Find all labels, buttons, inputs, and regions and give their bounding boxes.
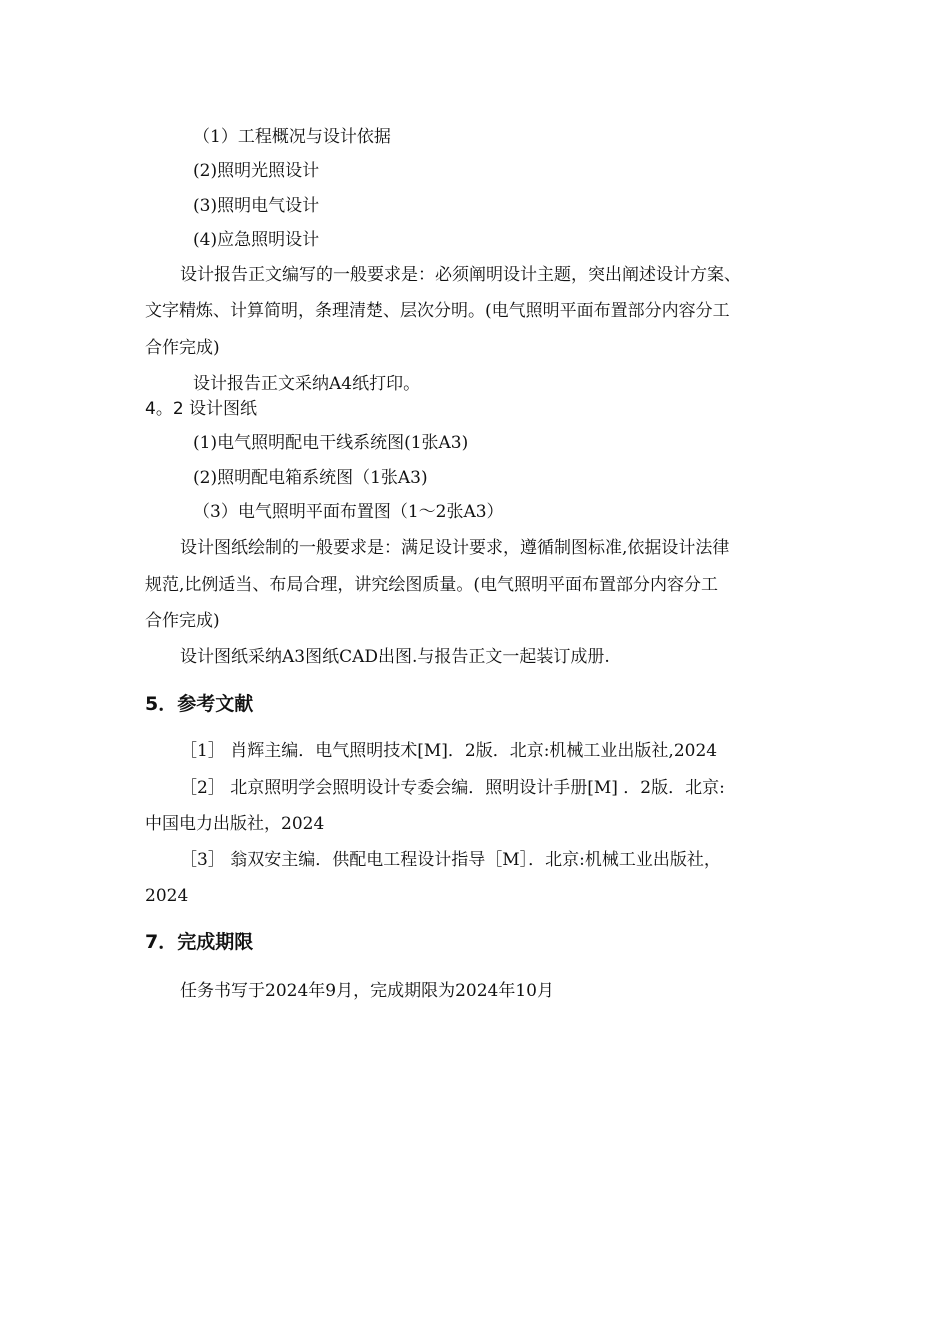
- list-item: （1）工程概况与设计依据: [193, 127, 391, 147]
- reference-item-continuation: 中国电力出版社，2024: [145, 814, 325, 834]
- reference-item: ［1］ 肖辉主编．电气照明技术[M]．2版．北京:机械工业出版社,2024: [180, 741, 718, 761]
- print-note: 设计图纸采纳A3图纸CAD出图.与报告正文一起装订成册.: [180, 647, 610, 667]
- paragraph-line: 合作完成): [145, 611, 220, 631]
- section-heading-7: 7．完成期限: [145, 931, 254, 953]
- section-heading-5: 5．参考文献: [145, 693, 254, 715]
- paragraph-line: 设计报告正文编写的一般要求是：必须阐明设计主题，突出阐述设计方案、: [180, 265, 741, 285]
- list-item: (4)应急照明设计: [193, 230, 320, 250]
- list-item: （3）电气照明平面布置图（1～2张A3）: [193, 502, 504, 522]
- reference-item: ［3］ 翁双安主编．供配电工程设计指导［M］．北京:机械工业出版社，: [180, 850, 721, 870]
- reference-item-continuation: 2024: [145, 886, 189, 906]
- reference-item: ［2］ 北京照明学会照明设计专委会编．照明设计手册[M] ．2版．北京:: [180, 778, 725, 798]
- print-note: 设计报告正文采纳A4纸打印。: [193, 374, 421, 394]
- paragraph-line: 合作完成): [145, 338, 220, 358]
- paragraph-line: 规范,比例适当、布局合理，讲究绘图质量。(电气照明平面布置部分内容分工: [145, 575, 719, 595]
- list-item: (2)照明光照设计: [193, 161, 320, 181]
- section-heading-4-2: 4。2 设计图纸: [145, 399, 258, 419]
- completion-text: 任务书写于2024年9月，完成期限为2024年10月: [180, 981, 554, 1001]
- paragraph-line: 设计图纸绘制的一般要求是：满足设计要求，遵循制图标准,依据设计法律: [180, 538, 730, 558]
- paragraph-line: 文字精炼、计算简明，条理清楚、层次分明。(电气照明平面布置部分内容分工: [145, 301, 730, 321]
- list-item: (1)电气照明配电干线系统图(1张A3): [193, 433, 469, 453]
- list-item: (2)照明配电箱系统图（1张A3): [193, 468, 428, 488]
- list-item: (3)照明电气设计: [193, 196, 320, 216]
